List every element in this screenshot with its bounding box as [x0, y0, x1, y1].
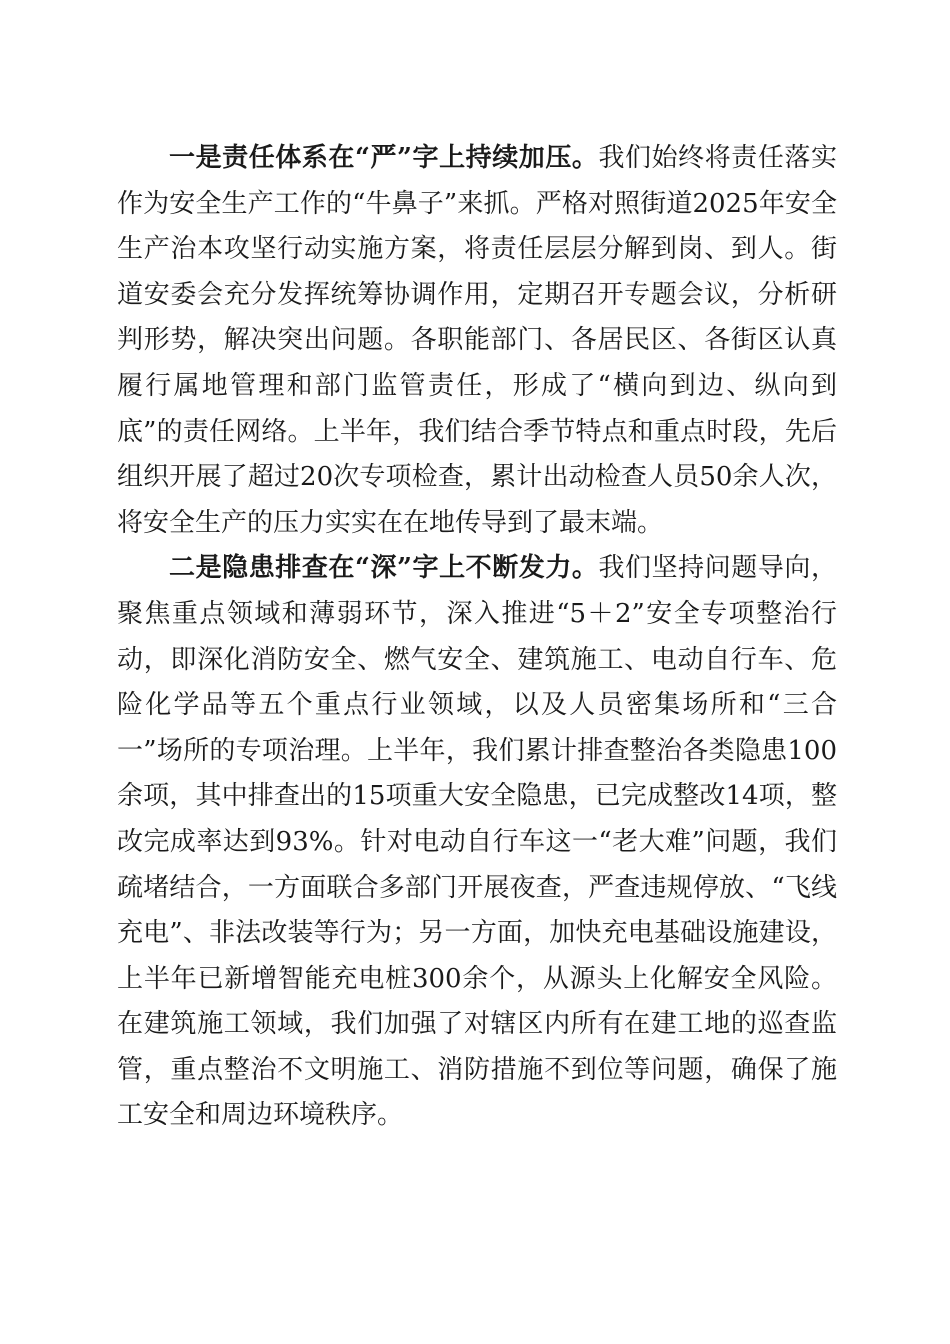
paragraph-lead-heading: 二是隐患排查在“深”字上不断发力。 — [169, 553, 599, 584]
paragraph-lead-heading: 一是责任体系在“严”字上持续加压。 — [169, 143, 599, 173]
paragraph-responsibility — [117, 136, 837, 546]
paragraph-body-text: 我们坚持问题导向，聚焦重点领域和薄弱环节，深入推进“5＋2”安全专项整治行动，即深化消防安全、燃气安全、建筑施工、电动自行车、危险化学品等五个重点行业领域，以及人员密集场所和“三合一”场所的专项治理。上半年，我们累计排查整治各类隐患100余项，其中排查出的15项重大安全隐患，已完成整改14项，整改完成率达到93%。针对电动自行车这一“老大难”问题，我们疏堵结合，一方面联合多部门开展夜查，严查违规停放、“飞线充电”、非法改装等行为；另一方面，加快充电基础设施建设，上半年已新增智能充电桩300余个，从源头上化解安全风险。在建筑施工领域，我们加强了对辖区内所有在建工地的巡查监管，重点整治不文明施工、消防措施不到位等问题，确保了施工安全和周边环境秩序。 — [117, 553, 837, 1131]
document-body — [117, 136, 837, 1139]
paragraph-body-text: 我们始终将责任落实作为安全生产工作的“牛鼻子”来抓。严格对照街道2025年安全生产治本攻坚行动实施方案，将责任层层分解到岗、到人。街道安委会充分发挥统筹协调作用，定期召开专题会议，分析研判形势，解决突出问题。各职能部门、各居民区、各街区认真履行属地管理和部门监管责任，形成了“横向到边、纵向到底”的责任网络。上半年，我们结合季节特点和重点时段，先后组织开展了超过20次专项检查，累计出动检查人员50余人次，将安全生产的压力实实在在地传导到了最末端。 — [117, 143, 837, 538]
paragraph-hazard-inspection — [117, 546, 837, 1139]
